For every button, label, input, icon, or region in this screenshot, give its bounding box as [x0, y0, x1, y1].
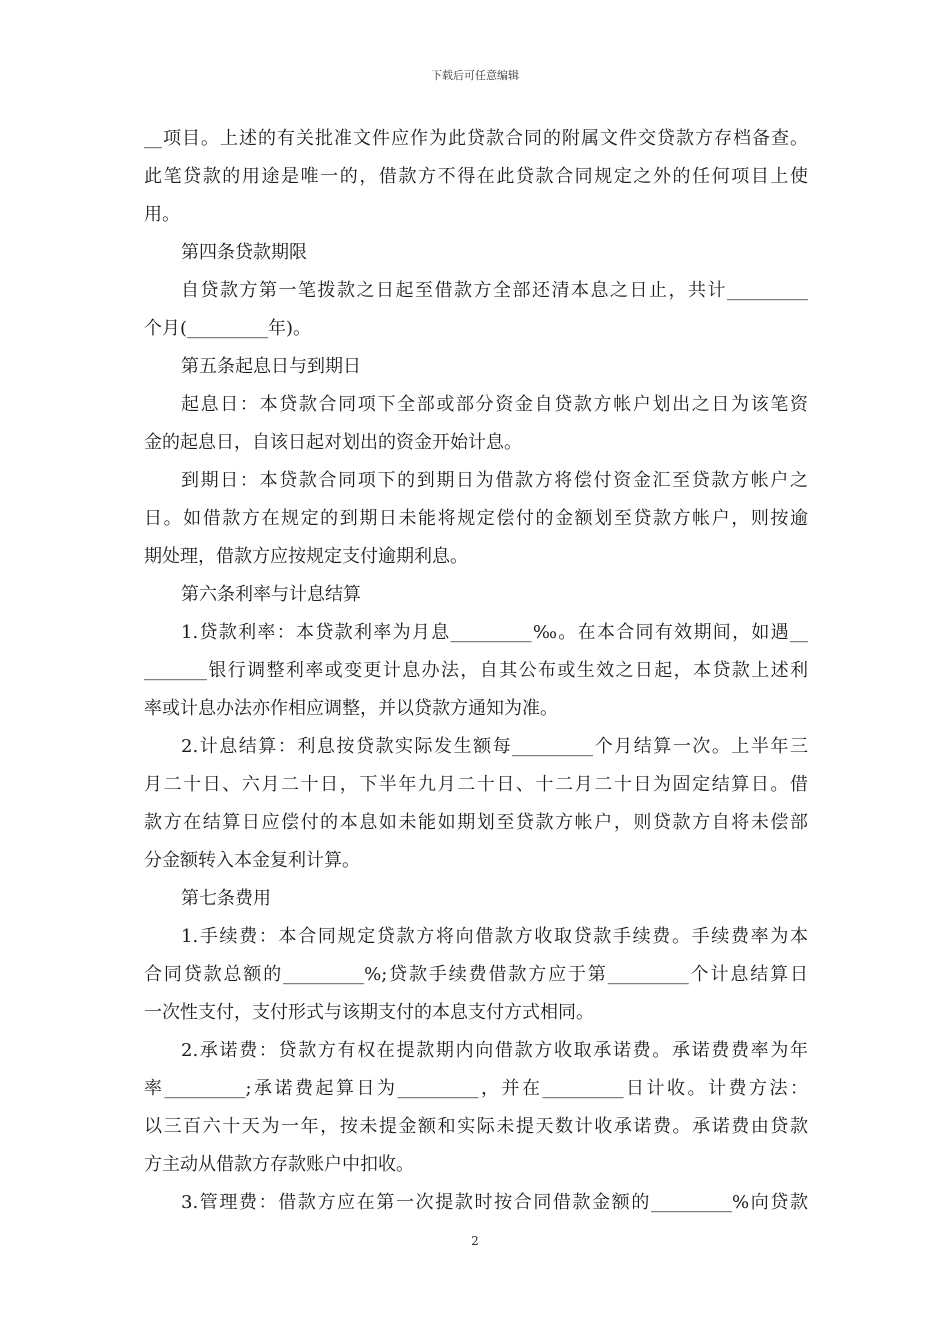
text-line: 月二十日、六月二十日，下半年九月二十日、十二月二十日为固定结算日。借 [144, 774, 808, 795]
text-line: 到期日：本贷款合同项下的到期日为借款方将偿付资金汇至贷款方帐户之 [181, 470, 808, 491]
text-line: 金的起息日，自该日起对划出的资金开始计息。 [144, 432, 522, 453]
text-line: 此笔贷款的用途是唯一的，借款方不得在此贷款合同规定之外的任何项目上使 [144, 166, 808, 187]
text-line: 2.计息结算：利息按贷款实际发生额每_________个月结算一次。上半年三 [181, 736, 808, 757]
text-line: 第七条费用 [181, 888, 271, 909]
page-header: 下载后可任意编辑 [431, 69, 519, 82]
text-line: 合同贷款总额的_________%;贷款手续费借款方应于第_________个计息结算日 [144, 964, 808, 985]
text-line: 3.管理费：借款方应在第一次提款时按合同借款金额的_________%向贷款 [181, 1192, 808, 1213]
text-line: 自贷款方第一笔拨款之日起至借款方全部还清本息之日止，共计_________ [181, 280, 808, 301]
text-line: 以三百六十天为一年，按未提金额和实际未提天数计收承诺费。承诺费由贷款 [144, 1116, 808, 1137]
text-line: 日。如借款方在规定的到期日未能将规定偿付的金额划至贷款方帐户，则按逾 [144, 508, 808, 529]
text-line: 第五条起息日与到期日 [181, 356, 361, 377]
text-line: 1.贷款利率：本贷款利率为月息_________‰。在本合同有效期间，如遇__ [181, 622, 808, 643]
text-line: 起息日：本贷款合同项下全部或部分资金自贷款方帐户划出之日为该笔资 [181, 394, 808, 415]
text-line: 第六条利率与计息结算 [181, 584, 361, 605]
text-line: 分金额转入本金复利计算。 [144, 850, 360, 871]
text-line: 2.承诺费：贷款方有权在提款期内向借款方收取承诺费。承诺费费率为年 [181, 1040, 808, 1061]
document-body [144, 120, 808, 1222]
text-line: 率_________;承诺费起算日为_________，并在_________日计收。计费方法： [144, 1078, 808, 1099]
text-line: 期处理，借款方应按规定支付逾期利息。 [144, 546, 468, 567]
text-line: 第四条贷款期限 [181, 242, 307, 263]
text-line: __项目。上述的有关批准文件应作为此贷款合同的附属文件交贷款方存档备查。 [144, 128, 808, 149]
page-number: 2 [471, 1234, 479, 1248]
text-line: 率或计息办法亦作相应调整，并以贷款方通知为准。 [144, 698, 558, 719]
text-line: 1.手续费：本合同规定贷款方将向借款方收取贷款手续费。手续费率为本 [181, 926, 808, 947]
text-line: 方主动从借款方存款账户中扣收。 [144, 1154, 414, 1175]
text-line: 个月(_________年)。 [144, 318, 312, 339]
text-line: 一次性支付，支付形式与该期支付的本息支付方式相同。 [144, 1002, 594, 1023]
text-line: 用。 [144, 204, 180, 225]
text-line: 款方在结算日应偿付的本息如未能如期划至贷款方帐户，则贷款方自将未偿部 [144, 812, 808, 833]
text-line: _______银行调整利率或变更计息办法，自其公布或生效之日起，本贷款上述利 [144, 660, 808, 681]
